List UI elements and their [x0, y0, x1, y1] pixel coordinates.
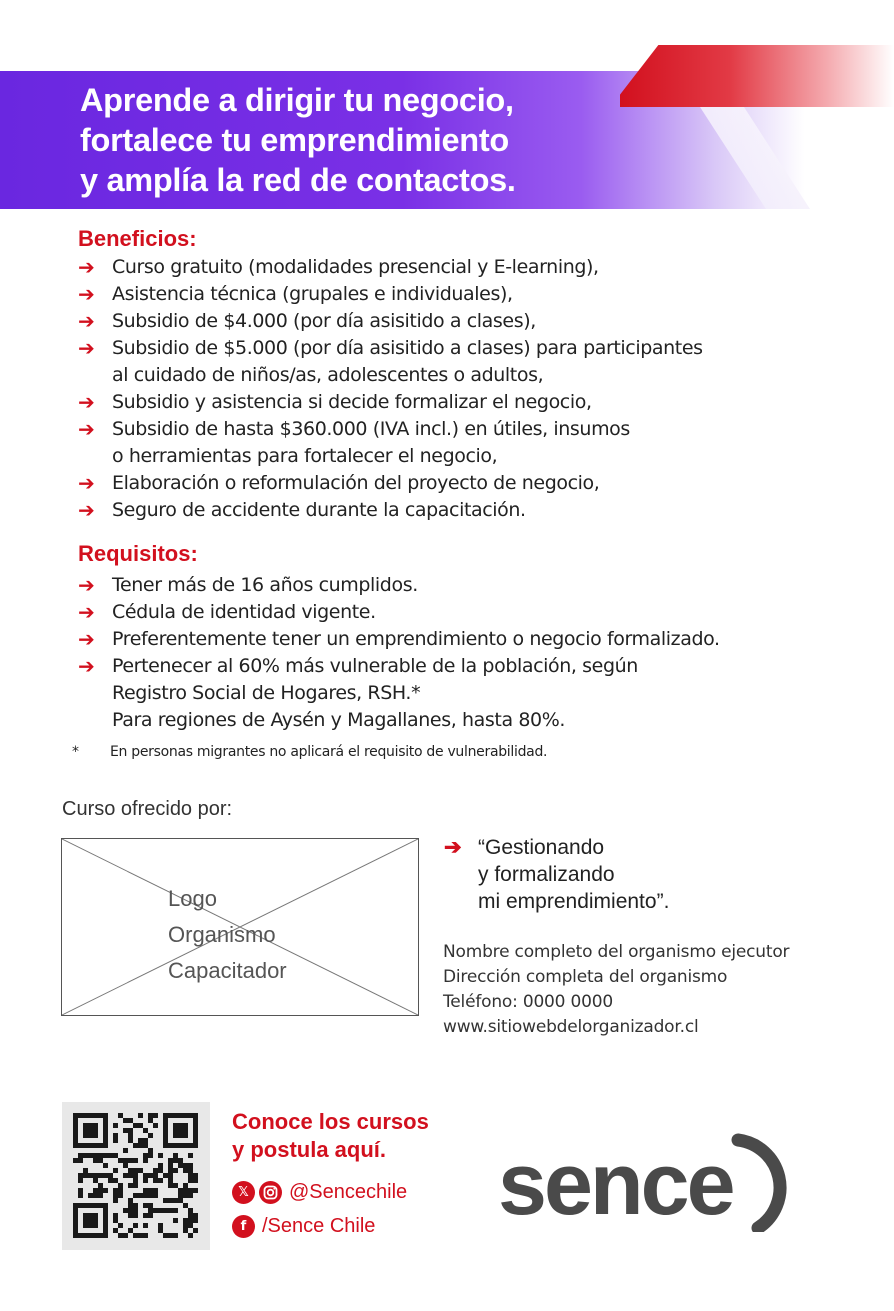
logo-placeholder: [61, 838, 419, 1016]
item-text: Seguro de accidente durante la capacitación.: [112, 499, 526, 521]
logo-text-line: Organismo: [168, 922, 276, 947]
cta-text: [232, 1108, 429, 1164]
organization-name: Nombre completo del organismo ejecutor: [443, 942, 790, 962]
list-item: [78, 254, 798, 281]
course-name-line: “Gestionando: [478, 836, 605, 859]
item-text: Registro Social de Hogares, RSH.*: [112, 682, 421, 704]
organization-phone: Teléfono: 0000 0000: [443, 992, 613, 1012]
arrow-right-icon: ➔: [444, 836, 462, 859]
instagram-icon[interactable]: [259, 1181, 282, 1204]
sence-swoosh-icon: [738, 1140, 780, 1228]
list-item: [78, 281, 798, 308]
arrow-right-icon: ➔: [78, 600, 95, 624]
sence-logo: [496, 1128, 796, 1232]
item-text: Subsidio de $5.000 (por día asisitido a clases) para participantes: [112, 337, 703, 359]
arrow-right-icon: ➔: [78, 627, 95, 651]
facebook-icon[interactable]: f: [232, 1215, 255, 1238]
benefits-title: Beneficios:: [78, 226, 197, 251]
item-text: Pertenecer al 60% más vulnerable de la población, según: [112, 655, 638, 677]
headline: [80, 80, 640, 200]
social-x-instagram[interactable]: [232, 1179, 407, 1205]
item-text: al cuidado de niños/as, adolescentes o adultos,: [112, 364, 544, 386]
arrow-right-icon: ➔: [78, 471, 95, 495]
header-red-accent: [620, 45, 894, 107]
organization-info: [443, 940, 789, 1040]
list-item: [78, 308, 798, 335]
cta-line: y postula aquí.: [232, 1137, 387, 1162]
sence-logo-text: sence: [498, 1134, 733, 1232]
list-item: [78, 653, 798, 734]
cta-line: Conoce los cursos: [232, 1109, 429, 1134]
arrow-right-icon: ➔: [78, 336, 95, 360]
qr-code[interactable]: [62, 1102, 210, 1250]
logo-text-line: Capacitador: [168, 958, 287, 983]
headline-line: Aprende a dirigir tu negocio,: [80, 82, 514, 118]
headline-line: fortalece tu emprendimiento: [80, 122, 509, 158]
footnote-text: En personas migrantes no aplicará el requisito de vulnerabilidad.: [110, 744, 548, 760]
arrow-right-icon: ➔: [78, 654, 95, 678]
item-text: Cédula de identidad vigente.: [112, 601, 376, 623]
item-text: o herramientas para fortalecer el negocio,: [112, 445, 498, 467]
list-item: [78, 599, 798, 626]
list-item: [78, 470, 798, 497]
item-text: Asistencia técnica (grupales e individuales),: [112, 283, 513, 305]
footnote: [72, 744, 547, 760]
benefits-list: [78, 254, 798, 524]
item-text: Tener más de 16 años cumplidos.: [112, 574, 418, 596]
list-item: [78, 572, 798, 599]
social-facebook[interactable]: [232, 1213, 375, 1239]
item-text: Preferentemente tener un emprendimiento o negocio formalizado.: [112, 628, 720, 650]
footnote-mark: *: [72, 744, 79, 760]
arrow-right-icon: ➔: [78, 573, 95, 597]
social-handle[interactable]: /Sence Chile: [262, 1214, 376, 1237]
list-item: [78, 389, 798, 416]
organization-website[interactable]: www.sitiowebdelorganizador.cl: [443, 1017, 699, 1037]
course-name-line: mi emprendimiento”.: [478, 890, 670, 913]
arrow-right-icon: ➔: [78, 255, 95, 279]
arrow-right-icon: ➔: [78, 309, 95, 333]
arrow-right-icon: ➔: [78, 417, 95, 441]
list-item: [78, 416, 798, 470]
item-text: Para regiones de Aysén y Magallanes, hasta 80%.: [112, 709, 565, 731]
course-name: [444, 834, 669, 915]
item-text: Subsidio y asistencia si decide formalizar el negocio,: [112, 391, 592, 413]
logo-text-line: Logo: [168, 886, 217, 911]
headline-line: y amplía la red de contactos.: [80, 162, 516, 198]
arrow-right-icon: ➔: [78, 282, 95, 306]
item-text: Curso gratuito (modalidades presencial y E-learning),: [112, 256, 599, 278]
offered-by-label: Curso ofrecido por:: [62, 798, 233, 820]
item-text: Elaboración o reformulación del proyecto de negocio,: [112, 472, 600, 494]
social-handle[interactable]: @Sencechile: [289, 1180, 408, 1203]
list-item: [78, 497, 798, 524]
organization-address: Dirección completa del organismo: [443, 967, 728, 987]
arrow-right-icon: ➔: [78, 390, 95, 414]
logo-placeholder-text: [168, 881, 287, 989]
arrow-right-icon: ➔: [78, 498, 95, 522]
list-item: [78, 335, 798, 389]
list-item: [78, 626, 798, 653]
requirements-title: Requisitos:: [78, 541, 198, 566]
item-text: Subsidio de hasta $360.000 (IVA incl.) en útiles, insumos: [112, 418, 630, 440]
item-text: Subsidio de $4.000 (por día asisitido a clases),: [112, 310, 536, 332]
course-name-line: y formalizando: [478, 863, 615, 886]
qr-code-icon: [62, 1102, 210, 1250]
x-icon[interactable]: 𝕏: [232, 1181, 255, 1204]
requirements-list: [78, 572, 798, 734]
